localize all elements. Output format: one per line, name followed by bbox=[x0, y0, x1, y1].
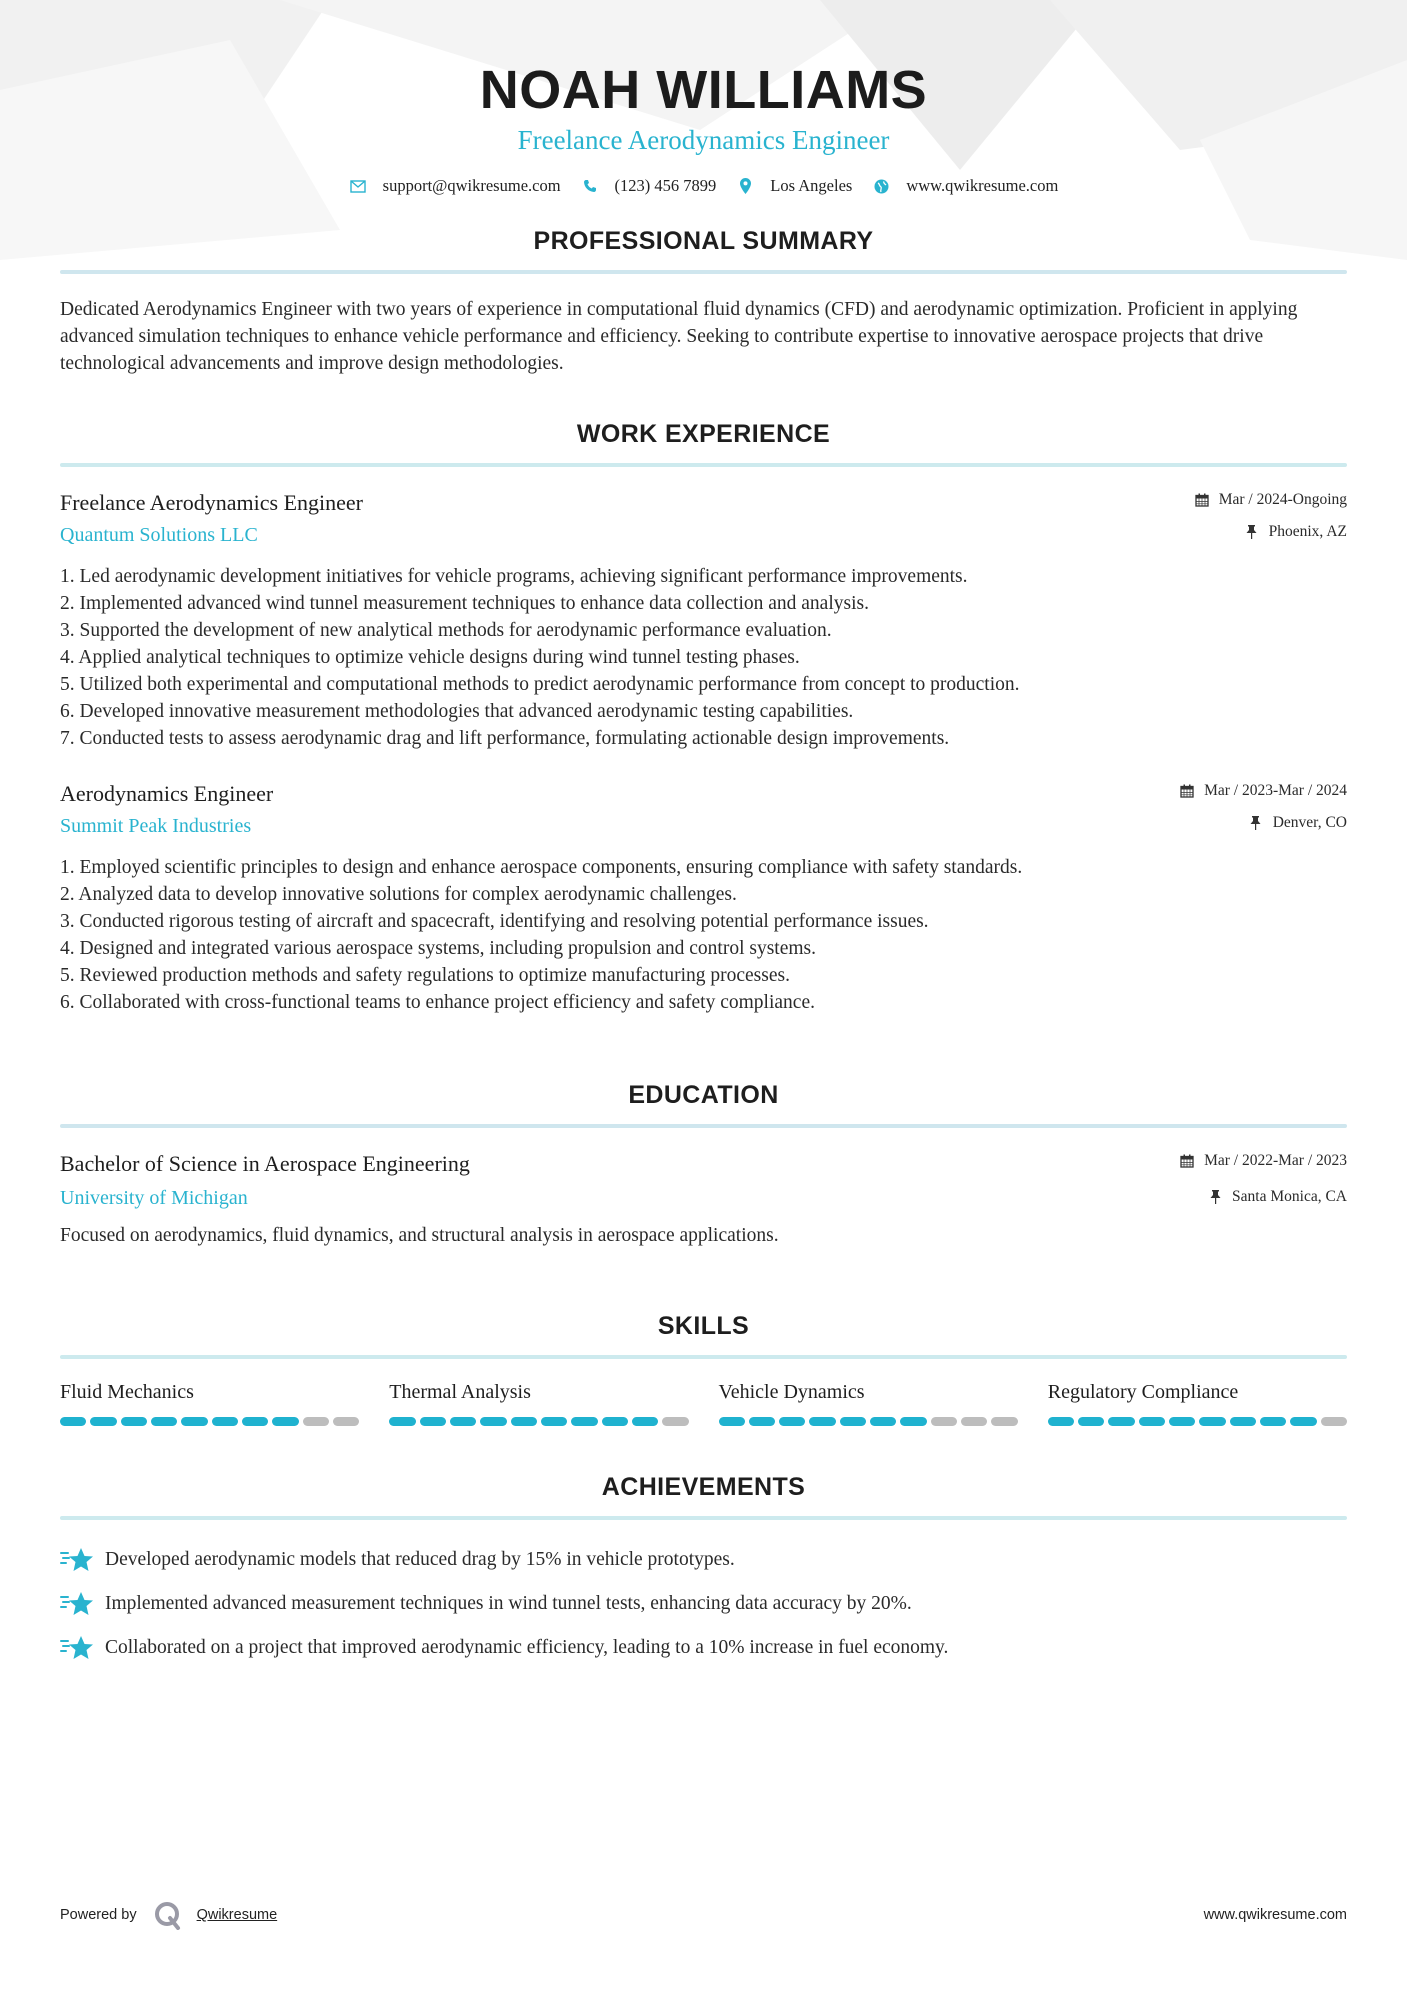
job-location: Phoenix, AZ bbox=[1268, 523, 1347, 540]
candidate-name: NOAH WILLIAMS bbox=[479, 60, 928, 120]
skill-segment-filled bbox=[900, 1417, 926, 1426]
shooting-star-icon bbox=[60, 1589, 94, 1619]
skill-segment-filled bbox=[541, 1417, 567, 1426]
section-title: ACHIEVEMENTS bbox=[601, 1473, 806, 1501]
skill-segment-filled bbox=[181, 1417, 207, 1426]
calendar-icon bbox=[1180, 784, 1194, 798]
shooting-star-icon bbox=[60, 1545, 94, 1575]
section-title: PROFESSIONAL SUMMARY bbox=[533, 227, 874, 255]
skill-segment-filled bbox=[450, 1417, 476, 1426]
job-entry bbox=[60, 780, 1347, 1016]
envelope-icon bbox=[349, 177, 367, 195]
company-name: Summit Peak Industries bbox=[60, 815, 252, 837]
pushpin-icon bbox=[1208, 1190, 1222, 1204]
candidate-role: Freelance Aerodynamics Engineer bbox=[517, 125, 890, 155]
skill-segment-filled bbox=[121, 1417, 147, 1426]
achievements-section bbox=[60, 1472, 1347, 1670]
job-title: Aerodynamics Engineer bbox=[60, 781, 274, 806]
skill-level-bar bbox=[1048, 1417, 1347, 1426]
skill-segment-filled bbox=[1139, 1417, 1165, 1426]
calendar-icon bbox=[1180, 1154, 1194, 1168]
bullet-item: 2. Implemented advanced wind tunnel measurement techniques to enhance data collection and analysis. bbox=[60, 593, 869, 614]
skill-segment-filled bbox=[212, 1417, 238, 1426]
qwikresume-link[interactable]: Qwikresume bbox=[196, 1907, 278, 1923]
skill-level-bar bbox=[60, 1417, 359, 1426]
skill-segment-filled bbox=[480, 1417, 506, 1426]
bullet-item: 2. Analyzed data to develop innovative solutions for complex aerodynamic challenges. bbox=[60, 884, 737, 905]
skill-segment-empty bbox=[303, 1417, 329, 1426]
contact-website[interactable] bbox=[872, 176, 1058, 196]
education-entry bbox=[60, 1150, 1347, 1249]
pushpin-icon bbox=[1249, 816, 1263, 830]
pushpin-icon bbox=[1245, 525, 1259, 539]
job-dates: Mar / 2023-Mar / 2024 bbox=[1204, 782, 1347, 799]
bullet-item: 6. Collaborated with cross-functional teams to enhance project efficiency and safety compliance. bbox=[60, 992, 815, 1013]
job-meta bbox=[1195, 489, 1347, 543]
location-text: Los Angeles bbox=[770, 176, 853, 195]
skill-segment-filled bbox=[1230, 1417, 1256, 1426]
skill-name: Fluid Mechanics bbox=[60, 1381, 194, 1403]
bullet-item: 5. Utilized both experimental and computational methods to predict aerodynamic performance from concept to production. bbox=[60, 674, 1020, 695]
education-section bbox=[60, 1080, 1347, 1249]
bullet-item: 7. Conducted tests to assess aerodynamic drag and lift performance, formulating actionable design improvements. bbox=[60, 728, 950, 749]
skill-level-bar bbox=[389, 1417, 688, 1426]
achievement-text: Implemented advanced measurement techniques in wind tunnel tests, enhancing data accuracy by 20%. bbox=[105, 1593, 912, 1614]
page-footer bbox=[60, 1900, 1347, 1930]
education-dates: Mar / 2022-Mar / 2023 bbox=[1204, 1152, 1347, 1169]
degree-title: Bachelor of Science in Aerospace Engineering bbox=[60, 1151, 470, 1176]
skill-item bbox=[389, 1379, 688, 1426]
bullet-item: 1. Led aerodynamic development initiatives for vehicle programs, achieving significant performance improvements. bbox=[60, 566, 968, 587]
skill-segment-filled bbox=[90, 1417, 116, 1426]
job-bullets bbox=[60, 563, 1347, 752]
contact-location bbox=[736, 176, 852, 196]
achievement-text: Collaborated on a project that improved aerodynamic efficiency, leading to a 10% increase in fuel economy. bbox=[105, 1637, 949, 1658]
section-title: EDUCATION bbox=[628, 1081, 779, 1109]
skill-segment-filled bbox=[779, 1417, 805, 1426]
section-title: WORK EXPERIENCE bbox=[576, 420, 831, 448]
achievement-item bbox=[60, 1582, 1347, 1626]
skill-segment-filled bbox=[870, 1417, 896, 1426]
skill-segment-empty bbox=[662, 1417, 688, 1426]
job-title: Freelance Aerodynamics Engineer bbox=[60, 490, 363, 515]
skill-segment-empty bbox=[931, 1417, 957, 1426]
skill-segment-filled bbox=[809, 1417, 835, 1426]
qwikresume-logo-icon bbox=[153, 1900, 183, 1930]
skills-section bbox=[60, 1311, 1347, 1426]
resume-header bbox=[60, 0, 1347, 196]
shooting-star-icon bbox=[60, 1633, 94, 1663]
skill-segment-filled bbox=[511, 1417, 537, 1426]
skill-segment-filled bbox=[571, 1417, 597, 1426]
bullet-item: 1. Employed scientific principles to design and enhance aerospace components, ensuring compliance with safety standards. bbox=[60, 857, 1023, 878]
skill-item bbox=[60, 1379, 359, 1426]
section-divider bbox=[60, 1355, 1347, 1359]
skill-name: Thermal Analysis bbox=[389, 1381, 531, 1403]
skill-segment-filled bbox=[1048, 1417, 1074, 1426]
job-dates: Mar / 2024-Ongoing bbox=[1218, 491, 1347, 508]
education-meta bbox=[1180, 1150, 1347, 1208]
bullet-item: 3. Conducted rigorous testing of aircraft and spacecraft, identifying and resolving potential performance issues. bbox=[60, 911, 929, 932]
skill-segment-empty bbox=[961, 1417, 987, 1426]
experience-section bbox=[60, 419, 1347, 1016]
skill-segment-filled bbox=[272, 1417, 298, 1426]
skill-item bbox=[719, 1379, 1018, 1426]
bullet-item: 6. Developed innovative measurement methodologies that advanced aerodynamic testing capabilities. bbox=[60, 701, 854, 722]
job-location: Denver, CO bbox=[1272, 814, 1347, 831]
job-entry bbox=[60, 489, 1347, 752]
skill-segment-filled bbox=[1169, 1417, 1195, 1426]
phone-icon bbox=[581, 177, 599, 195]
skill-segment-empty bbox=[333, 1417, 359, 1426]
skill-segment-empty bbox=[1321, 1417, 1347, 1426]
skill-segment-filled bbox=[242, 1417, 268, 1426]
education-description: Focused on aerodynamics, fluid dynamics, and structural analysis in aerospace applications. bbox=[60, 1225, 779, 1246]
skill-segment-filled bbox=[1260, 1417, 1286, 1426]
skill-segment-filled bbox=[151, 1417, 177, 1426]
skills-grid bbox=[60, 1379, 1347, 1426]
achievement-text: Developed aerodynamic models that reduced drag by 15% in vehicle prototypes. bbox=[105, 1549, 735, 1570]
section-title: SKILLS bbox=[657, 1312, 750, 1340]
skill-segment-empty bbox=[991, 1417, 1017, 1426]
skill-name: Vehicle Dynamics bbox=[718, 1381, 865, 1403]
skill-segment-filled bbox=[1199, 1417, 1225, 1426]
school-name: University of Michigan bbox=[60, 1187, 248, 1209]
summary-text: Dedicated Aerodynamics Engineer with two years of experience in computational fluid dynamics (CFD) and aerodynamic optimization. Proficient in applying advanced simulation techniques to enhance vehicle performance and efficiency. Seeking to contribute expertise to innovative aerospace projects that drive technological advancements and improve design methodologies. bbox=[60, 299, 1298, 374]
map-pin-icon bbox=[736, 177, 754, 195]
achievement-item bbox=[60, 1626, 1347, 1670]
summary-section bbox=[60, 226, 1347, 377]
achievements-list bbox=[60, 1538, 1347, 1670]
skill-segment-filled bbox=[719, 1417, 745, 1426]
powered-by-label: Powered by bbox=[60, 1907, 137, 1923]
calendar-icon bbox=[1195, 493, 1209, 507]
footer-website[interactable]: www.qwikresume.com bbox=[1203, 1907, 1347, 1923]
achievement-item bbox=[60, 1538, 1347, 1582]
bullet-item: 4. Designed and integrated various aerospace systems, including propulsion and control systems. bbox=[60, 938, 817, 959]
bullet-item: 5. Reviewed production methods and safety regulations to optimize manufacturing processes. bbox=[60, 965, 790, 986]
skill-segment-filled bbox=[840, 1417, 866, 1426]
skill-segment-filled bbox=[749, 1417, 775, 1426]
globe-icon bbox=[872, 177, 890, 195]
contact-bar bbox=[60, 176, 1347, 196]
section-divider bbox=[60, 270, 1347, 274]
bullet-item: 4. Applied analytical techniques to optimize vehicle designs during wind tunnel testing phases. bbox=[60, 647, 800, 668]
job-bullets bbox=[60, 854, 1347, 1016]
website-text: www.qwikresume.com bbox=[906, 176, 1059, 195]
section-divider bbox=[60, 1124, 1347, 1128]
phone-text: (123) 456 7899 bbox=[614, 176, 717, 195]
skill-segment-filled bbox=[602, 1417, 628, 1426]
skill-segment-filled bbox=[1108, 1417, 1134, 1426]
skill-segment-filled bbox=[389, 1417, 415, 1426]
skill-item bbox=[1048, 1379, 1347, 1426]
job-meta bbox=[1180, 780, 1347, 834]
skill-name: Regulatory Compliance bbox=[1047, 1381, 1239, 1403]
skill-segment-filled bbox=[420, 1417, 446, 1426]
company-name: Quantum Solutions LLC bbox=[60, 524, 258, 546]
education-location: Santa Monica, CA bbox=[1232, 1188, 1347, 1205]
section-divider bbox=[60, 463, 1347, 467]
contact-email[interactable] bbox=[349, 176, 561, 196]
skill-segment-filled bbox=[1290, 1417, 1316, 1426]
skill-level-bar bbox=[719, 1417, 1018, 1426]
skill-segment-filled bbox=[60, 1417, 86, 1426]
skill-segment-filled bbox=[632, 1417, 658, 1426]
email-text: support@qwikresume.com bbox=[382, 176, 561, 195]
skill-segment-filled bbox=[1078, 1417, 1104, 1426]
section-divider bbox=[60, 1516, 1347, 1520]
contact-phone[interactable] bbox=[581, 176, 717, 196]
bullet-item: 3. Supported the development of new analytical methods for aerodynamic performance evaluation. bbox=[60, 620, 832, 641]
